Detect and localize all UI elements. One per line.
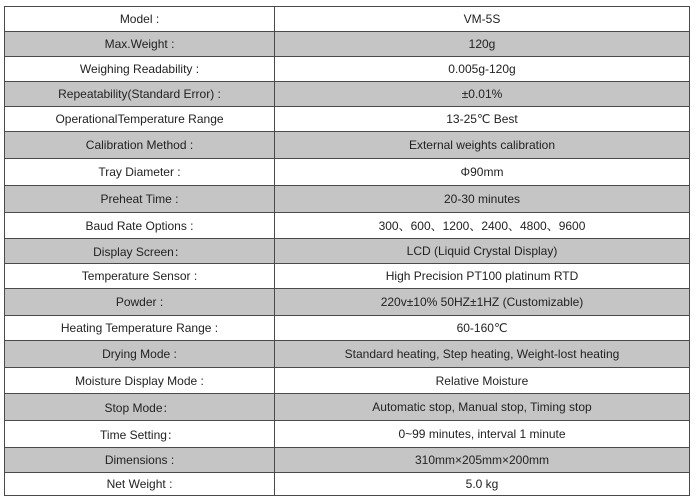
spec-label-cell: Time Setting： <box>5 421 275 448</box>
spec-label-cell: Preheat Time : <box>5 186 275 213</box>
spec-label-cell: Calibration Method : <box>5 132 275 159</box>
spec-label-cell: Repeatability(Standard Error) : <box>5 82 275 107</box>
spec-value-cell: Automatic stop, Manual stop, Timing stop <box>275 394 690 421</box>
spec-label-cell: OperationalTemperature Range <box>5 107 275 132</box>
specifications-table <box>4 6 690 496</box>
spec-value-cell: 300、600、1200、2400、4800、9600 <box>275 213 690 239</box>
table-row <box>5 107 690 132</box>
spec-value-cell: LCD (Liquid Crystal Display) <box>275 239 690 264</box>
spec-label-cell: Tray Diameter : <box>5 159 275 186</box>
table-row <box>5 421 690 448</box>
spec-value-cell: High Precision PT100 platinum RTD <box>275 264 690 289</box>
spec-value-cell: 60-160℃ <box>275 316 690 341</box>
table-row <box>5 132 690 159</box>
table-row <box>5 341 690 368</box>
spec-value-cell: External weights calibration <box>275 132 690 159</box>
spec-label-cell: Dimensions : <box>5 448 275 473</box>
spec-value-cell: Relative Moisture <box>275 368 690 394</box>
table-row <box>5 82 690 107</box>
spec-label-cell: Model : <box>5 7 275 32</box>
spec-value-cell: 5.0 kg <box>275 473 690 496</box>
spec-value-cell: 20-30 minutes <box>275 186 690 213</box>
spec-label-cell: Display Screen： <box>5 239 275 264</box>
table-row <box>5 57 690 82</box>
table-row <box>5 186 690 213</box>
spec-value-cell: ±0.01% <box>275 82 690 107</box>
spec-value-cell: 120g <box>275 32 690 57</box>
spec-value-cell: 0~99 minutes, interval 1 minute <box>275 421 690 448</box>
table-row <box>5 289 690 316</box>
spec-label-cell: Max.Weight : <box>5 32 275 57</box>
spec-value-cell: 310mm×205mm×200mm <box>275 448 690 473</box>
table-row <box>5 264 690 289</box>
spec-label-cell: Drying Mode : <box>5 341 275 368</box>
table-row <box>5 368 690 394</box>
table-row <box>5 7 690 32</box>
spec-value-cell: Standard heating, Step heating, Weight-lost heating <box>275 341 690 368</box>
spec-value-cell: 13-25℃ Best <box>275 107 690 132</box>
table-row <box>5 159 690 186</box>
table-row <box>5 213 690 239</box>
table-row <box>5 448 690 473</box>
specifications-table-body <box>5 7 690 496</box>
table-row <box>5 32 690 57</box>
spec-value-cell: 0.005g-120g <box>275 57 690 82</box>
spec-label-cell: Net Weight : <box>5 473 275 496</box>
spec-label-cell: Temperature Sensor : <box>5 264 275 289</box>
spec-value-cell: 220v±10% 50HZ±1HZ (Customizable) <box>275 289 690 316</box>
table-row <box>5 239 690 264</box>
spec-label-cell: Moisture Display Mode : <box>5 368 275 394</box>
spec-value-cell: VM-5S <box>275 7 690 32</box>
table-row <box>5 316 690 341</box>
spec-label-cell: Weighing Readability : <box>5 57 275 82</box>
table-row <box>5 394 690 421</box>
spec-label-cell: Baud Rate Options : <box>5 213 275 239</box>
spec-label-cell: Heating Temperature Range : <box>5 316 275 341</box>
spec-label-cell: Powder : <box>5 289 275 316</box>
table-row <box>5 473 690 496</box>
spec-value-cell: Φ90mm <box>275 159 690 186</box>
spec-label-cell: Stop Mode： <box>5 394 275 421</box>
